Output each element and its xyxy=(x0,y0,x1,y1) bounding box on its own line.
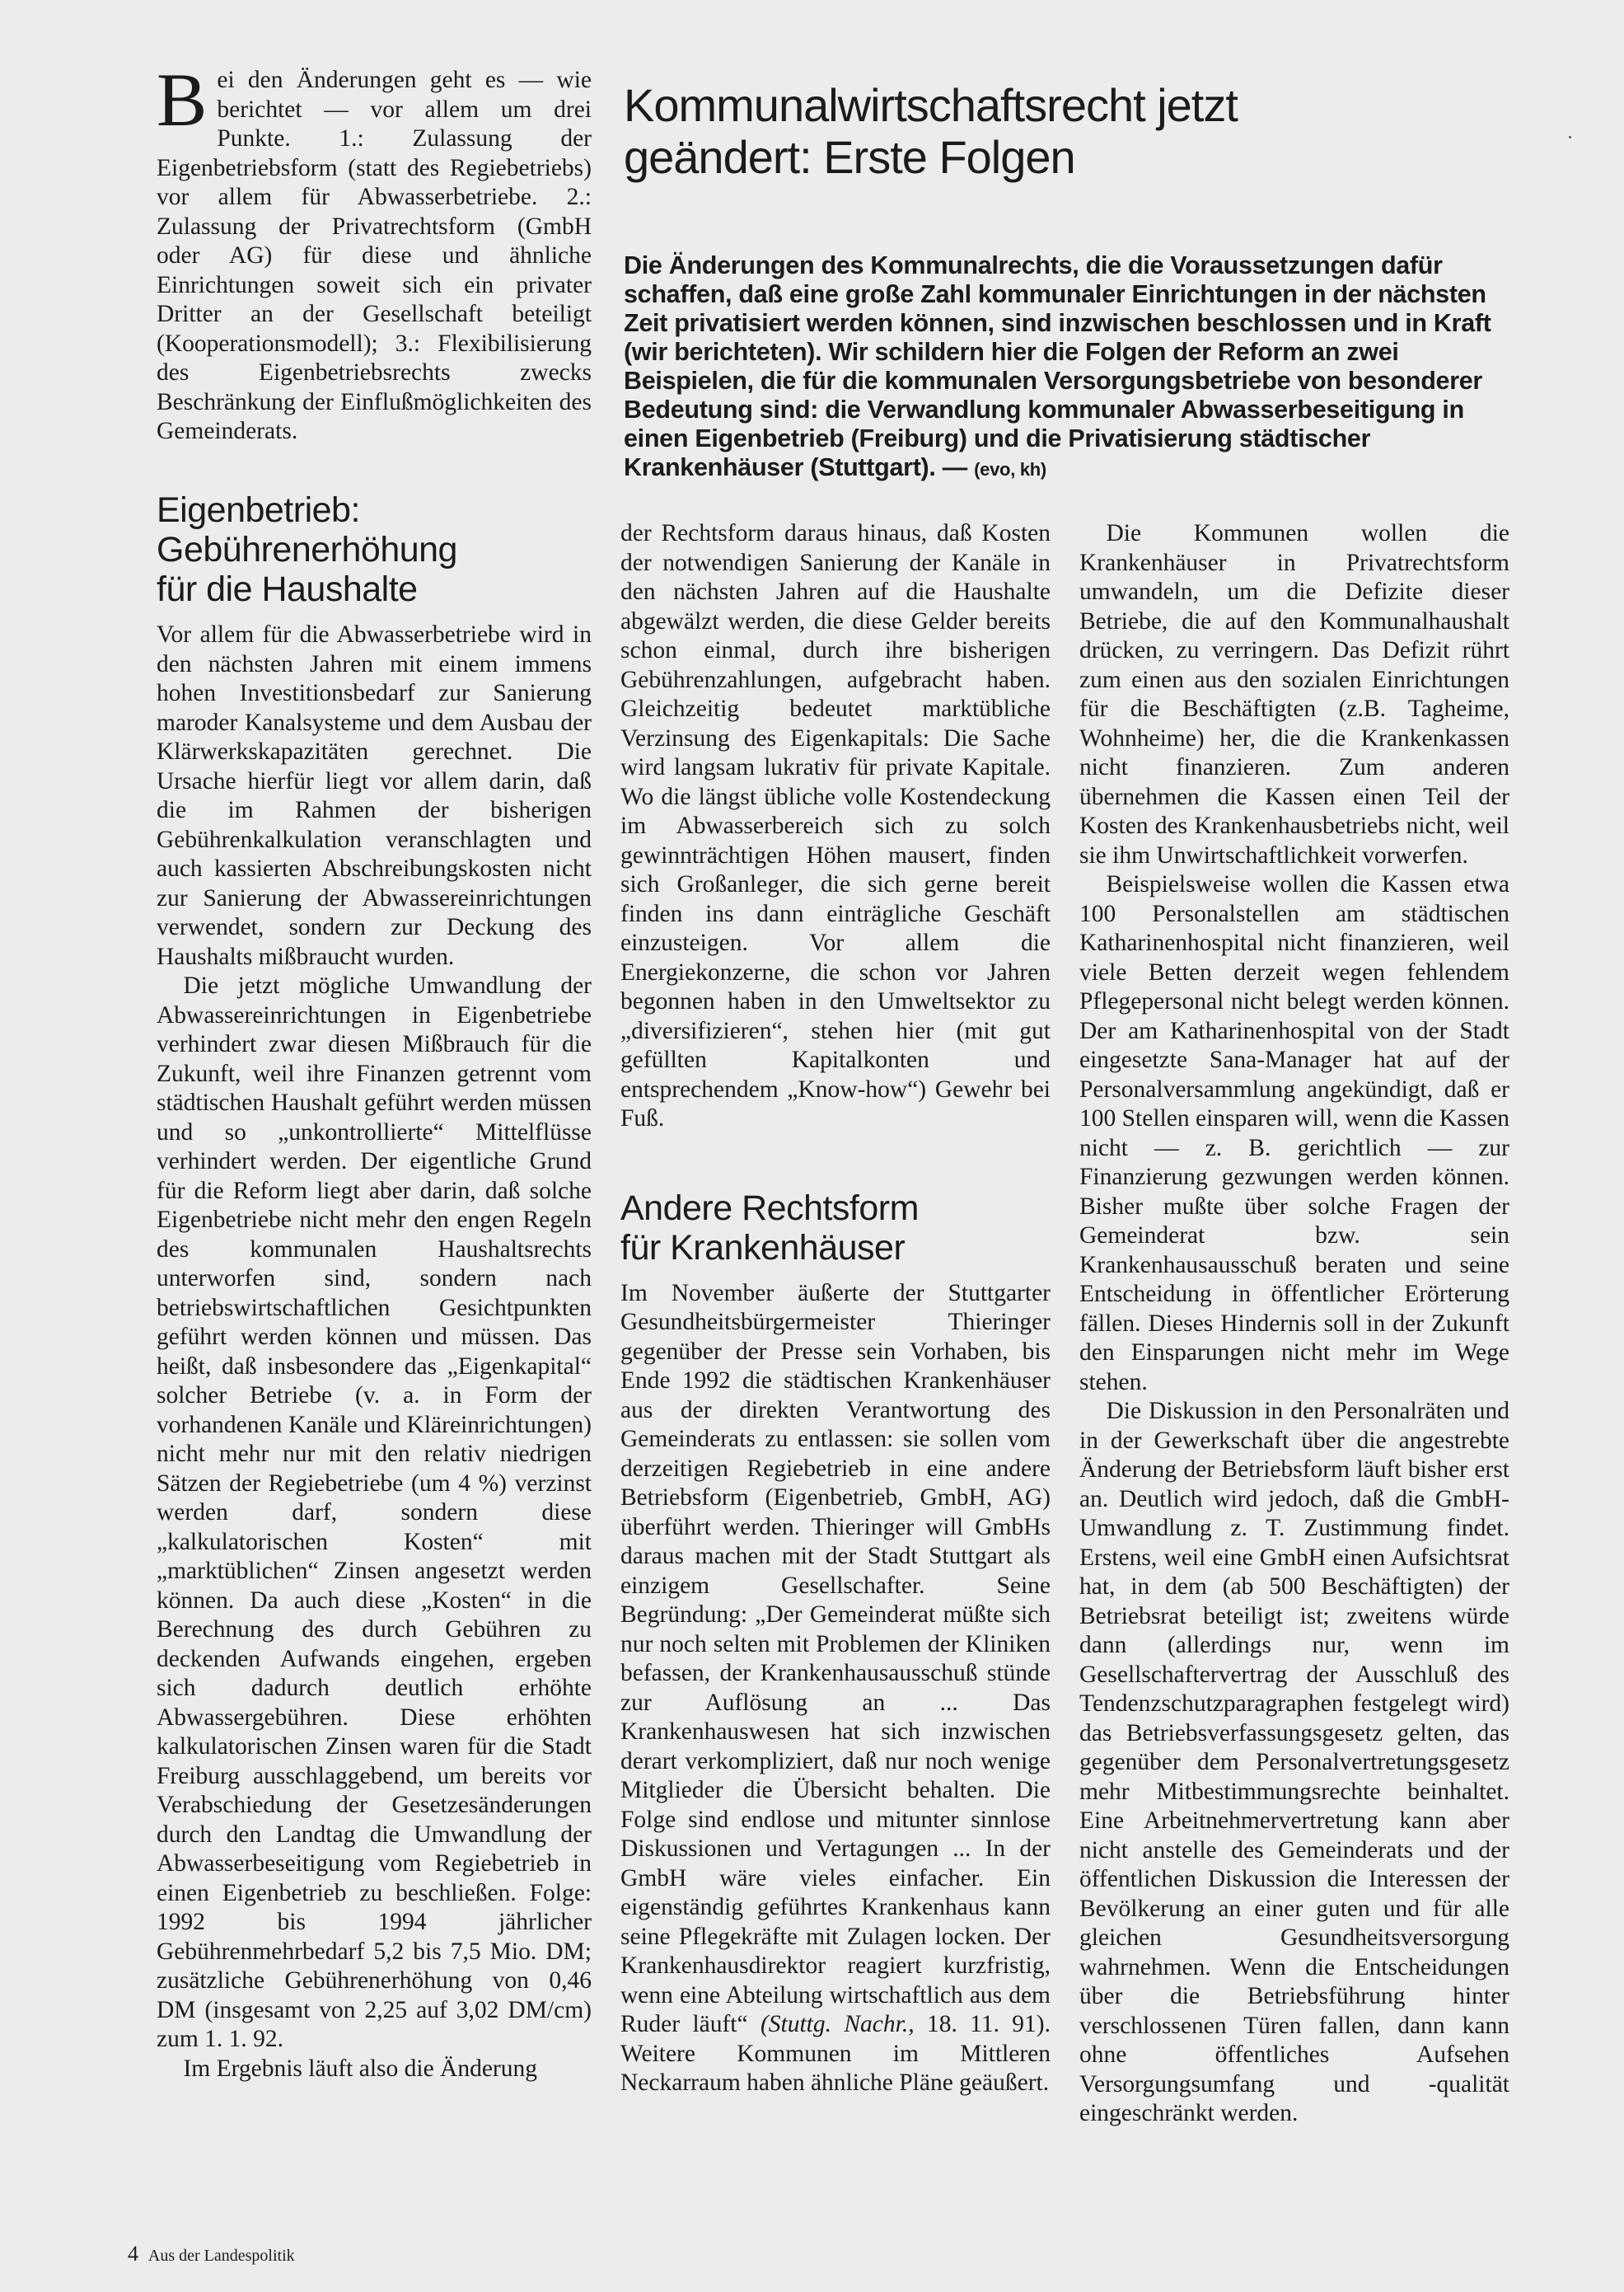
column-1 xyxy=(157,490,592,2176)
page-footer xyxy=(128,2242,295,2266)
article-title xyxy=(624,79,1365,183)
paragraph: Im November äußerte der Stuttgarter Gesundheitsbürgermeister Thieringer gegenüber der Presse sein Vorhaben, bis Ende 1992 die städtischen Krankenhäuser aus der direkten Verantwortung des Gemeinderats zu entlassen: sie sollen vom derzeitigen Regiebetrieb in eine andere Betriebsform (Eigenbetrieb, GmbH, AG) überführt werden. Thieringer will GmbHs daraus machen mit der Stadt Stuttgart als einzigem Gesellschafter. Seine Begründung: „Der Gemeinderat müßte sich nur noch selten mit Problemen der Kliniken befassen, der Krankenhausausschuß stünde zur Auflösung an ... Das Krankenhauswesen hat sich inzwischen derart verkompliziert, daß nur noch wenige Mitglieder die Übersicht behalten. Die Folge sind endlose und mitunter sinnlose Diskussionen und Vertagungen ... In der GmbH wäre vieles einfacher. Ein eigenständig geführtes Krankenhaus kann seine Pflegekräfte mit Zulagen locken. Der Krankenhausdirektor reagiert kurzfristig, wenn eine Abteilung wirtschaftlich aus dem Ruder läuft“ (Stuttg. Nachr., 18. 11. 91). Weitere Kommunen im Mittleren Neckarraum haben ähnliche Pläne geäußert. xyxy=(620,1279,1051,2096)
paragraph: Die Kommunen wollen die Krankenhäuser in Privatrechtsform umwandeln, um die Defizite dieser Betriebe, die auf den Kommunalhaushalt drücken, zu verringern. Das Defizit rührt zum einen aus den sozialen Einrichtungen für die Beschäftigten (z.B. Tagheime, Wohnheime) her, die die Krankenkassen nicht finanzieren. Zum anderen übernehmen die Kassen einen Teil der Kosten des Krankenhausbetriebs nicht, weil sie ihm Unwirtschaftlichkeit vorwerfen. xyxy=(1079,520,1509,869)
column-2 xyxy=(620,519,1051,2176)
paragraph: Die Diskussion in den Personalräten und in der Gewerkschaft über die angestrebte Änderung der Betriebsform läuft bisher erst an. Deutlich wird jedoch, daß die GmbH-Umwandlung z. T. Zustimmung findet. Erstens, weil eine GmbH einen Aufsichtsrat hat, in dem (ab 500 Beschäftigten) der Betriebsrat beteiligt ist; zweitens würde dann (allerdings nur, wenn im Gesellschaftervertrag der Ausschluß des Tendenzschutzparagraphen festgelegt wird) das Betriebsverfassungsgesetz gelten, das gegenüber dem Personalvertretungsgesetz mehr Mitbestimmungsrechte beinhaltet. Eine Arbeitnehmervertretung kann aber nicht anstelle des Gemeinderats und der öffentlichen Diskussion die Interessen der Bevölkerung an einer guten und für alle gleichen Gesundheitsversorgung wahrnehmen. Wenn die Entscheidungen über die Betriebsführung hinter verschlossenen Türen fallen, dann kann ohne öffentliches Aufsehen Versorgungsumfang und -qualität eingeschränkt werden. xyxy=(1079,1398,1509,2126)
speck xyxy=(1569,136,1571,138)
paragraph: der Rechtsform daraus hinaus, daß Kosten der notwendigen Sanierung der Kanäle in den nächsten Jahren auf die Haushalte abgewälzt werden, die diese Gelder bereits schon einmal, durch ihre bisherigen Gebührenzahlungen, aufgebracht haben. Gleichzeitig bedeutet marktübliche Verzinsung des Eigenkapitals: Die Sache wird langsam lukrativ für private Kapitale. Wo die längst übliche volle Kostendeckung im Abwasserbereich sich zu solch gewinnträchtigen Höhen mausert, finden sich Großanleger, die sich gerne bereit finden ins dann einträgliche Geschäft einzusteigen. Vor allem die Energiekonzerne, die schon vor Jahren begonnen haben in den Umweltsektor zu „diversifizieren“, stehen hier (mit gut gefüllten Kapitalkonten und entsprechendem „Know-how“) Gewehr bei Fuß. xyxy=(620,520,1051,1132)
page-number: 4 xyxy=(128,2242,138,2266)
drop-cap: B xyxy=(157,66,208,142)
section-heading-krankenhaeuser: Andere Rechtsform für Krankenhäuser xyxy=(620,1188,919,1268)
paragraph: Beispielsweise wollen die Kassen etwa 100 Personalstellen am städtischen Katharinenhospital nicht finanzieren, weil viele Betten derzeit wegen fehlendem Pflegepersonal nicht belegt werden können. Der am Katharinenhospital von der Stadt eingesetzte Sana-Manager hat auf der Personalversammlung angekündigt, daß er 100 Stellen einsparen will, wenn die Kassen nicht — z. B. gerichtlich — zur Finanzierung gezwungen werden können. Bisher mußte über solche Fragen der Gemeinderat bzw. sein Krankenhausausschuß beraten und seine Entscheidung in öffentlicher Erörterung fällen. Dieses Hindernis soll in der Zukunft den Einsparungen nicht mehr im Wege stehen. xyxy=(1079,871,1509,1395)
lead-signature: (evo, kh) xyxy=(974,459,1046,480)
citation: (Stuttg. Nachr., xyxy=(760,2011,915,2037)
column-3 xyxy=(1079,519,1509,2176)
paragraph: Die jetzt mögliche Umwandlung der Abwassereinrichtungen in Eigenbetriebe verhindert zwar diesen Mißbrauch für die Zukunft, weil ihre Finanzen getrennt vom städtischen Haushalt geführt werden müssen und so „unkontrollierte“ Mittelflüsse verhindert werden. Der eigentliche Grund für die Reform liegt aber darin, daß solche Eigenbetriebe nicht mehr den engen Regeln des kommunalen Haushaltsrechts unterworfen sind, sondern nach betriebswirtschaftlichen Gesichtpunkten geführt werden können und müssen. Das heißt, daß insbesondere das „Eigenkapital“ solcher Betriebe (v. a. in Form der vorhandenen Kanäle und Kläreinrichtungen) nicht mehr nur mit den relativ niedrigen Sätzen der Regiebetriebe (um 4 %) verzinst werden darf, sondern diese „kalkulatorischen Kosten“ mit „marktüblichen“ Zinsen angesetzt werden können. Da auch diese „Kosten“ in die Berechnung des durch Gebühren zu deckenden Aufwands eingehen, ergeben sich dadurch deutlich erhöhte Abwassergebühren. Diese erhöhten kalkulatorischen Zinsen waren für die Stadt Freiburg ausschlaggebend, um bereits vor Verabschiedung der Gesetzesänderungen durch den Landtag die Umwandlung der Abwasserbeseitigung vom Regiebetrieb in einen Eigenbetrieb zu beschließen. Folge: 1992 bis 1994 jährlicher Gebührenmehrbedarf 5,2 bis 7,5 Mio. DM; zusätzliche Gebührenerhöhung von 0,46 DM (insgesamt von 2,25 auf 3,02 DM/cm) zum 1. 1. 92. xyxy=(157,973,592,2052)
title-line-2: geändert: Erste Folgen xyxy=(624,131,1075,183)
title-line-1: Kommunalwirtschaftsrecht jetzt xyxy=(624,79,1238,131)
paragraph: Im Ergebnis läuft also die Änderung xyxy=(183,2055,538,2082)
intro-paragraph: Bei den Änderungen geht es — wie berichtet — vor allem um drei Punkte. 1.: Zulassung der Eigenbetriebsform (statt des Regiebetriebs) vor allem für Abwasserbetriebe. 2.: Zulassung der Privatrechtsform (GmbH oder AG) für diese und ähnliche Einrichtungen soweit sich ein privater Dritter an der Gesellschaft beteiligt (Kooperationsmodell); 3.: Flexibilisierung des Eigenbetriebsrechts zwecks Beschränkung der Einflußmöglichkeiten des Gemeinderats. xyxy=(157,66,592,444)
intro-column xyxy=(157,66,592,462)
section-heading-eigenbetrieb: Eigenbetrieb: Gebührenerhöhung für die Haushalte xyxy=(157,490,457,609)
article-lead: Die Änderungen des Kommunalrechts, die die Voraussetzungen dafür schaffen, daß eine große Zahl kommunaler Einrichtungen in der nächsten Zeit privatisiert werden können, sind inzwischen beschlossen und in Kraft (wir berichteten). Wir schildern hier die Folgen der Reform an zwei Beispielen, die für die kommunalen Versorgungsbetriebe von besonderer Bedeutung sind: die Verwandlung kommunaler Abwasserbeseitigung in einen Eigenbetrieb (Freiburg) und die Privatisierung städtischer Krankenhäuser (Stuttgart). — (evo, kh) xyxy=(624,251,1491,481)
paragraph: Vor allem für die Abwasserbetriebe wird in den nächsten Jahren mit einem immens hohen Investitionsbedarf zur Sanierung maroder Kanalsysteme und dem Ausbau der Klärwerkskapazitäten gerechnet. Die Ursache hierfür liegt vor allem darin, daß die im Rahmen der bisherigen Gebührenkalkulation veranschlagten und auch kassierten Abschreibungskosten nicht zur Sanierung der Abwassereinrichtungen verwendet, sondern zur Deckung des Haushalts mißbraucht wurden. xyxy=(157,621,592,970)
publication-name: Aus der Landespolitik xyxy=(147,2247,295,2265)
